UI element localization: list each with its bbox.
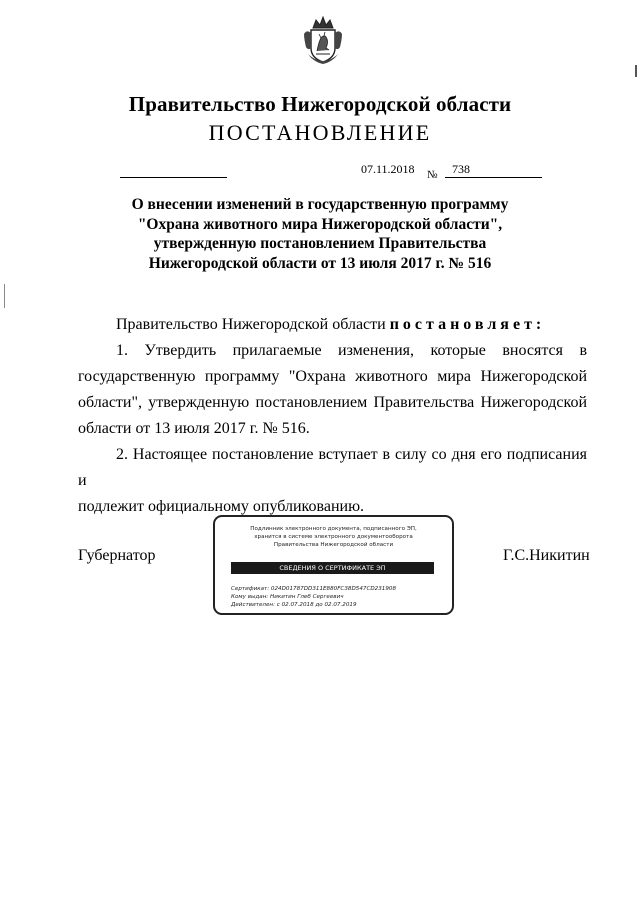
item-2 bbox=[78, 442, 587, 520]
organization-title: Правительство Нижегородской области bbox=[128, 92, 512, 116]
document-subject bbox=[0, 195, 640, 273]
signatory-name: Г.С.Никитин bbox=[503, 547, 590, 564]
item-1-line: области от 13 июля 2017 г. № 516. bbox=[78, 420, 310, 437]
blank-date-line bbox=[120, 177, 227, 178]
certificate-validity: Действителен: с 02.07.2018 до 02.07.2019 bbox=[231, 602, 357, 608]
stamp-notice-line: хранится в системе электронного документооборота bbox=[254, 534, 413, 540]
item-1-line: области", утвержденную постановлением Правительства Нижегородской bbox=[78, 394, 587, 411]
document-date: 07.11.2018 bbox=[361, 162, 415, 176]
subject-line: О внесении изменений в государственную программу bbox=[131, 196, 509, 213]
item-1 bbox=[78, 338, 587, 442]
coat-of-arms-emblem bbox=[302, 14, 344, 64]
certificate-owner: Кому выдан: Никитин Глеб Сергеевич bbox=[231, 594, 344, 600]
signatory-title: Губернатор bbox=[78, 547, 156, 564]
certificate-id: Сертификат: 024D01787DD311E880FC38D547CD231908 bbox=[231, 586, 397, 592]
number-sign: № bbox=[427, 169, 438, 181]
item-2-line: подлежит официальному опубликованию. bbox=[78, 498, 365, 515]
scan-edge-mark bbox=[635, 65, 637, 77]
intro-verb: постановляет: bbox=[389, 316, 546, 333]
document-number: 738 bbox=[452, 162, 470, 176]
document-type: ПОСТАНОВЛЕНИЕ bbox=[208, 120, 432, 145]
stamp-notice-line: Подлинник электронного документа, подписанного ЭП, bbox=[250, 526, 417, 532]
subject-line: Нижегородской области от 13 июля 2017 г. № 516 bbox=[148, 254, 492, 272]
number-line bbox=[445, 177, 542, 178]
stamp-certificate-banner: СВЕДЕНИЯ О СЕРТИФИКАТЕ ЭП bbox=[231, 562, 434, 574]
stamp-notice bbox=[215, 525, 452, 549]
resolution-intro bbox=[116, 312, 586, 338]
item-2-line: 2. Настоящее постановление вступает в силу со дня его подписания и bbox=[78, 446, 587, 489]
stamp-certificate-details bbox=[231, 585, 446, 609]
subject-line: утвержденную постановлением Правительства bbox=[153, 235, 487, 252]
stamp-notice-line: Правительства Нижегородской области bbox=[273, 542, 394, 548]
intro-text: Правительство Нижегородской области bbox=[116, 316, 386, 333]
item-1-line: государственную программу "Охрана животного мира Нижегородской bbox=[78, 368, 587, 385]
scan-margin-mark bbox=[4, 284, 5, 308]
item-1-line: 1. Утвердить прилагаемые изменения, которые вносятся в bbox=[116, 342, 587, 359]
subject-line: "Охрана животного мира Нижегородской области", bbox=[137, 215, 503, 233]
electronic-signature-stamp bbox=[213, 515, 454, 615]
